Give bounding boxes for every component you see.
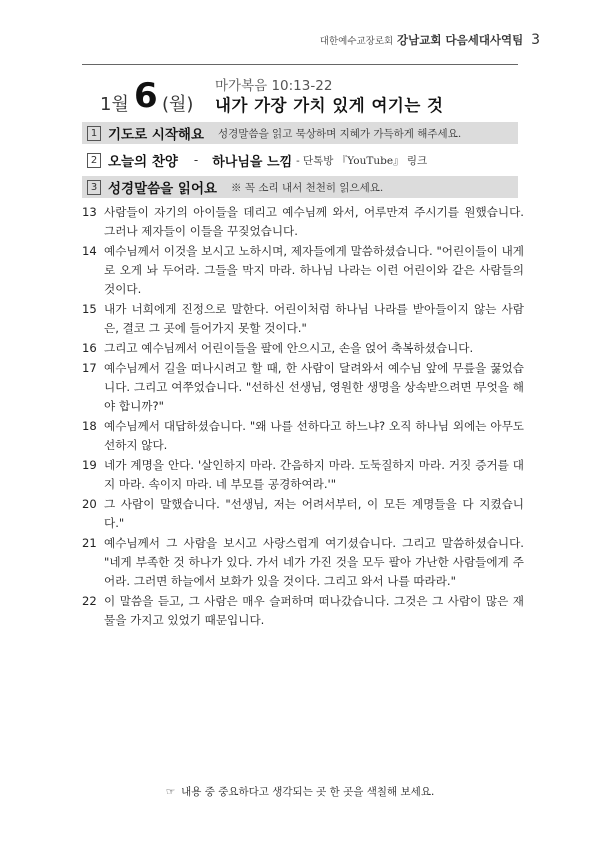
date-day: 6: [134, 76, 158, 116]
verse-text: 그 사람이 말했습니다. "선생님, 저는 어려서부터, 이 모든 계명들을 다 지켰습니다.": [104, 497, 524, 530]
step-separator: -: [193, 153, 199, 167]
page-number: 3: [531, 32, 540, 48]
step-number: 3: [87, 180, 101, 195]
verse: [82, 339, 524, 358]
verse-text: 예수님께서 그 사람을 보시고 사랑스럽게 여기셨습니다. 그리고 말씀하셨습니다. "네게 부족한 것 하나가 있다. 가서 네가 가진 것을 모두 팔아 가난한 사람들에게 주어라. 그러면 하늘에서 보화가 있을 것이다. 그리고 와서 나를 따라라.": [104, 536, 524, 588]
verse: [82, 242, 524, 299]
step-label: 성경말씀을 읽어요: [108, 181, 218, 197]
header-divider: [82, 64, 518, 65]
verse-text: 예수님께서 길을 떠나시려고 할 때, 한 사람이 달려와서 예수님 앞에 무릎을 꿇었습니다. 그리고 여쭈었습니다. "선하신 선생님, 영원한 생명을 상속받으려면 무엇을 해야 합니까?": [104, 361, 524, 413]
steps-list: [82, 122, 518, 203]
verse-number: 17: [82, 361, 97, 375]
page-header: [320, 32, 540, 48]
verse: [82, 592, 524, 630]
verse-number: 14: [82, 244, 97, 258]
verse-text: 내가 너희에게 진정으로 말한다. 어린이처럼 하나님 나라를 받아들이지 않는 사람은, 결코 그 곳에 들어가지 못할 것이다.": [104, 302, 524, 335]
verse-number: 22: [82, 594, 97, 608]
verse-number: 19: [82, 458, 97, 472]
pointing-hand-icon: ☞: [165, 786, 176, 798]
date-weekday: (월): [162, 94, 194, 115]
verse-text: 사람들이 자기의 아이들을 데리고 예수님께 와서, 어루만져 주시기를 원했습니다. 그러나 제자들이 이들을 꾸짖었습니다.: [104, 205, 524, 238]
step-note: 성경말씀을 읽고 묵상하며 지혜가 가득하게 해주세요.: [218, 127, 462, 140]
header-org: 대한예수교장로회: [319, 36, 394, 47]
verse-text: 예수님께서 대답하셨습니다. "왜 나를 선하다고 하느냐? 오직 하나님 외에는 아무도 선하지 않다.: [104, 419, 524, 452]
step-read: [82, 176, 518, 198]
verse: [82, 456, 524, 494]
verse-text: 네가 계명을 안다. '살인하지 마라. 간음하지 마라. 도둑질하지 마라. 거짓 증거를 대지 마라. 속이지 마라. 네 부모를 공경하여라.'": [104, 458, 524, 491]
verse-text: 예수님께서 이것을 보시고 노하시며, 제자들에게 말씀하셨습니다. "어린이들이 내게로 오게 놔 두어라. 그들을 막지 마라. 하나님 나라는 이런 어린이와 같은 사람들의 것이다.: [104, 244, 524, 296]
song-link-note: - 단톡방 『YouTube』 링크: [296, 154, 428, 167]
step-number: 2: [87, 153, 101, 168]
footer-text: 내용 중 중요하다고 생각되는 곳 한 곳을 색칠해 보세요.: [181, 786, 435, 798]
verse-text: 그리고 예수님께서 어린이들을 팔에 안으시고, 손을 얹어 축복하셨습니다.: [104, 341, 474, 355]
passage-reference: 마가복음 10:13-22: [215, 78, 333, 94]
verse: [82, 417, 524, 455]
scripture-passage: [82, 203, 524, 631]
step-pray: [82, 122, 518, 144]
footer-instruction: [0, 784, 600, 799]
verse-number: 16: [82, 341, 97, 355]
verse: [82, 534, 524, 591]
step-song: [82, 149, 518, 171]
verse: [82, 495, 524, 533]
step-note: ※ 꼭 소리 내서 천천히 읽으세요.: [231, 181, 384, 194]
date-block: [100, 74, 210, 118]
verse-number: 15: [82, 302, 97, 316]
header-team: 강남교회 다음세대사역팀: [397, 33, 524, 47]
step-number: 1: [87, 126, 101, 141]
verse: [82, 359, 524, 416]
verse: [82, 300, 524, 338]
verse-number: 13: [82, 205, 97, 219]
verse-number: 21: [82, 536, 97, 550]
verse-number: 18: [82, 419, 97, 433]
date-month: 1월: [100, 94, 129, 115]
song-title: 하나님을 느낌: [212, 154, 293, 170]
verse-number: 20: [82, 497, 97, 511]
step-label: 기도로 시작해요: [108, 127, 204, 143]
page-title: 내가 가장 가치 있게 여기는 것: [215, 96, 444, 115]
step-label: 오늘의 찬양: [108, 154, 178, 170]
verse-text: 이 말씀을 듣고, 그 사람은 매우 슬퍼하며 떠나갔습니다. 그것은 그 사람이 많은 재물을 가지고 있었기 때문입니다.: [104, 594, 524, 627]
verse: [82, 203, 524, 241]
